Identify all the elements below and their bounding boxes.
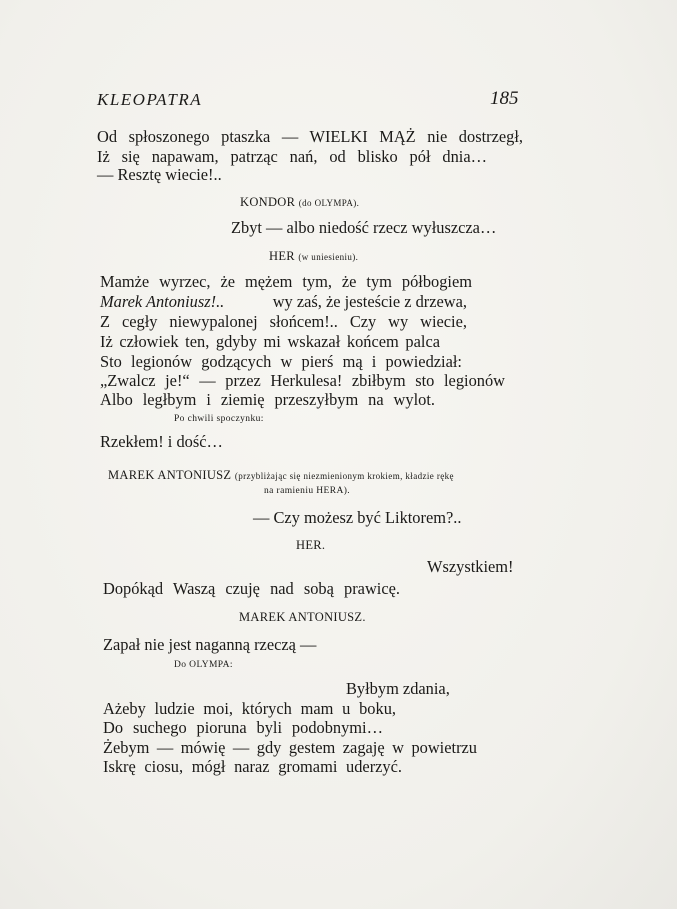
verse-line: Dopókąd Waszą czuję nad sobą prawicę. xyxy=(103,579,400,598)
verse-line: Z cegły niewypalonej słońcem!.. Czy wy wiecie, xyxy=(100,312,467,331)
speaker-name xyxy=(108,468,454,483)
verse-line: Mamże wyrzec, że mężem tym, że tym półbogiem xyxy=(100,272,472,291)
stage-direction: (przybliżając się niezmienionym krokiem, kładzie rękę xyxy=(234,471,454,481)
speaker-label: HER xyxy=(269,249,295,263)
verse-line xyxy=(100,292,467,312)
verse-line: Rzekłem! i dość… xyxy=(100,432,223,451)
verse-line: Byłbym zdania, xyxy=(346,679,450,698)
stage-direction: (do OLYMPA). xyxy=(298,198,360,208)
verse-line: Od spłoszonego ptaszka — WIELKI MĄŻ nie dostrzegł, xyxy=(97,127,523,146)
verse-line: Ażeby ludzie moi, których mam u boku, xyxy=(103,699,396,718)
verse-line: Iskrę ciosu, mógł naraz gromami uderzyć. xyxy=(103,757,402,776)
verse-line: Do suchego pioruna byli podobnymi… xyxy=(103,718,383,737)
speaker-label: MAREK ANTONIUSZ xyxy=(108,468,232,482)
verse-line: „Zwalcz je!“ — przez Herkulesa! zbiłbym sto legionów xyxy=(100,371,505,390)
stage-direction: (w uniesieniu). xyxy=(298,252,359,262)
page-number: 185 xyxy=(490,88,519,109)
verse-line-rest: wy zaś, że jesteście z drzewa, xyxy=(272,292,467,311)
running-header-title: KLEOPATRA xyxy=(97,90,203,109)
speaker-name xyxy=(240,195,359,210)
stage-direction: Po chwili spoczynku: xyxy=(174,414,264,424)
speaker-label: KONDOR xyxy=(240,195,296,209)
stage-direction: na ramieniu HERA). xyxy=(264,486,351,496)
verse-line: Iż się napawam, patrząc nań, od blisko pół dnia… xyxy=(97,147,487,166)
verse-italic-name: Marek Antoniusz!.. xyxy=(100,292,225,311)
verse-line: Wszystkiem! xyxy=(427,557,514,576)
speaker-name: HER. xyxy=(296,538,326,552)
verse-line: — Resztę wiecie!.. xyxy=(97,165,222,184)
verse-line: Iż człowiek ten, gdyby mi wskazał końcem palca xyxy=(100,332,440,351)
verse-line: Zapał nie jest naganną rzeczą — xyxy=(103,635,317,654)
verse-line: Albo ległbym i ziemię przeszyłbym na wylot. xyxy=(100,390,435,409)
stage-direction: Do OLYMPA: xyxy=(174,660,233,670)
verse-line: Żebym — mówię — gdy gestem zagaję w powietrzu xyxy=(103,738,477,757)
verse-line: Zbyt — albo niedość rzecz wyłuszcza… xyxy=(231,218,497,237)
verse-line: Sto legionów godzących w pierś mą i powiedział: xyxy=(100,352,462,371)
speaker-name xyxy=(269,249,358,264)
verse-line: — Czy możesz być Liktorem?.. xyxy=(253,508,462,527)
speaker-name: MAREK ANTONIUSZ. xyxy=(239,610,366,624)
